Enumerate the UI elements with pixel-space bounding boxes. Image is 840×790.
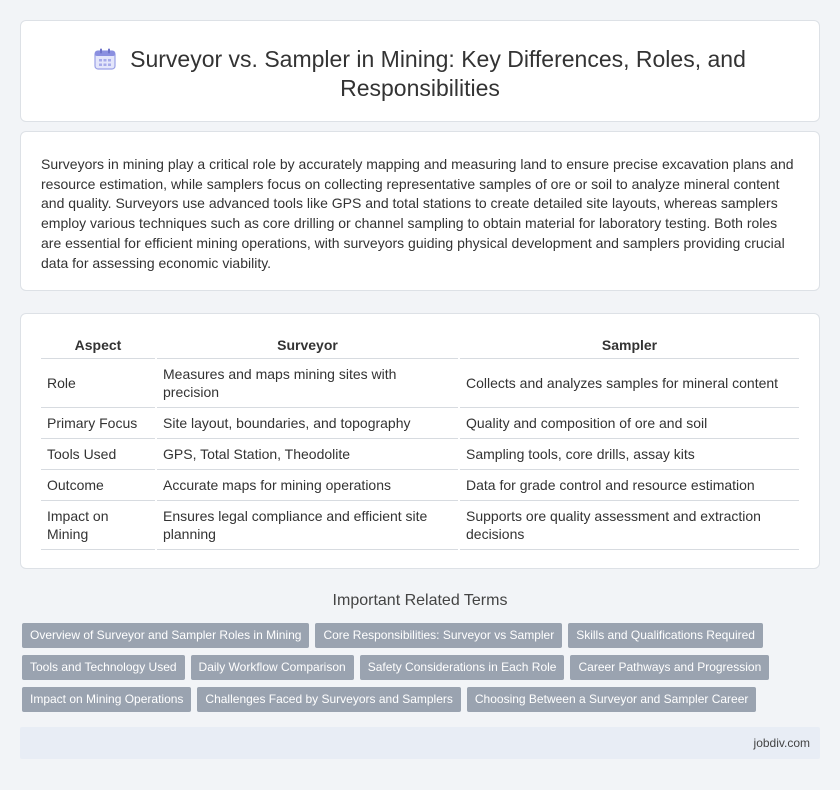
related-tag[interactable]: Impact on Mining Operations — [22, 687, 191, 712]
cell-sampler: Sampling tools, core drills, assay kits — [459, 438, 799, 469]
related-tag[interactable]: Challenges Faced by Surveyors and Samplers — [197, 687, 460, 712]
related-tag[interactable]: Choosing Between a Surveyor and Sampler Career — [467, 687, 756, 712]
tag-row — [22, 623, 812, 655]
intro-paragraph: Surveyors in mining play a critical role by accurately mapping and measuring land to ensure precise excavation plans and resource estimation, while samplers focus on collecting representative samples of ore or soil to analyze mineral content and quality. Surveyors use advanced tools like GPS and total stations to create detailed site layouts, whereas samplers employ various techniques such as core drilling or channel sampling to obtain material for laboratory testing. Both roles are essential for efficient mining operations, with surveyors guiding physical development and samplers providing crucial data for assessing economic viability. — [41, 156, 794, 271]
related-tag[interactable]: Overview of Surveyor and Sampler Roles in Mining — [22, 623, 309, 648]
intro-card — [20, 131, 820, 291]
cell-aspect: Primary Focus — [41, 407, 156, 438]
table-row — [41, 469, 799, 500]
related-tag[interactable]: Skills and Qualifications Required — [568, 623, 763, 648]
related-tag[interactable]: Tools and Technology Used — [22, 655, 185, 680]
related-tag[interactable]: Safety Considerations in Each Role — [360, 655, 565, 680]
comparison-table — [41, 330, 799, 550]
table-row — [41, 438, 799, 469]
cell-surveyor: Accurate maps for mining operations — [156, 469, 459, 500]
cell-surveyor: Measures and maps mining sites with precision — [156, 358, 459, 407]
table-header-row — [41, 330, 799, 358]
header-card — [20, 20, 820, 122]
tag-row — [22, 655, 812, 687]
tag-row — [22, 687, 812, 719]
cell-aspect: Impact on Mining — [41, 500, 156, 549]
table-row — [41, 500, 799, 549]
header-sampler: Sampler — [459, 330, 799, 358]
footer-bar — [20, 727, 820, 759]
cell-sampler: Quality and composition of ore and soil — [459, 407, 799, 438]
related-terms-tags — [22, 623, 812, 719]
cell-sampler: Data for grade control and resource estimation — [459, 469, 799, 500]
cell-surveyor: Ensures legal compliance and efficient site planning — [156, 500, 459, 549]
related-tag[interactable]: Career Pathways and Progression — [570, 655, 769, 680]
cell-aspect: Tools Used — [41, 438, 156, 469]
cell-aspect: Role — [41, 358, 156, 407]
header-aspect: Aspect — [41, 330, 156, 358]
comparison-card — [20, 313, 820, 569]
cell-sampler: Collects and analyzes samples for mineral content — [459, 358, 799, 407]
related-tag[interactable]: Core Responsibilities: Surveyor vs Sampler — [315, 623, 562, 648]
footer-site-link[interactable]: jobdiv.com — [753, 736, 810, 750]
table-row — [41, 358, 799, 407]
cell-surveyor: Site layout, boundaries, and topography — [156, 407, 459, 438]
table-row — [41, 407, 799, 438]
cell-aspect: Outcome — [41, 469, 156, 500]
header-surveyor: Surveyor — [156, 330, 459, 358]
page-title-wrap — [21, 45, 819, 103]
page-title: Surveyor vs. Sampler in Mining: Key Differences, Roles, and Responsibilities — [130, 46, 746, 101]
related-terms-title: Important Related Terms — [332, 592, 508, 609]
calendar-icon — [94, 48, 116, 70]
cell-sampler: Supports ore quality assessment and extraction decisions — [459, 500, 799, 549]
cell-surveyor: GPS, Total Station, Theodolite — [156, 438, 459, 469]
related-tag[interactable]: Daily Workflow Comparison — [191, 655, 354, 680]
